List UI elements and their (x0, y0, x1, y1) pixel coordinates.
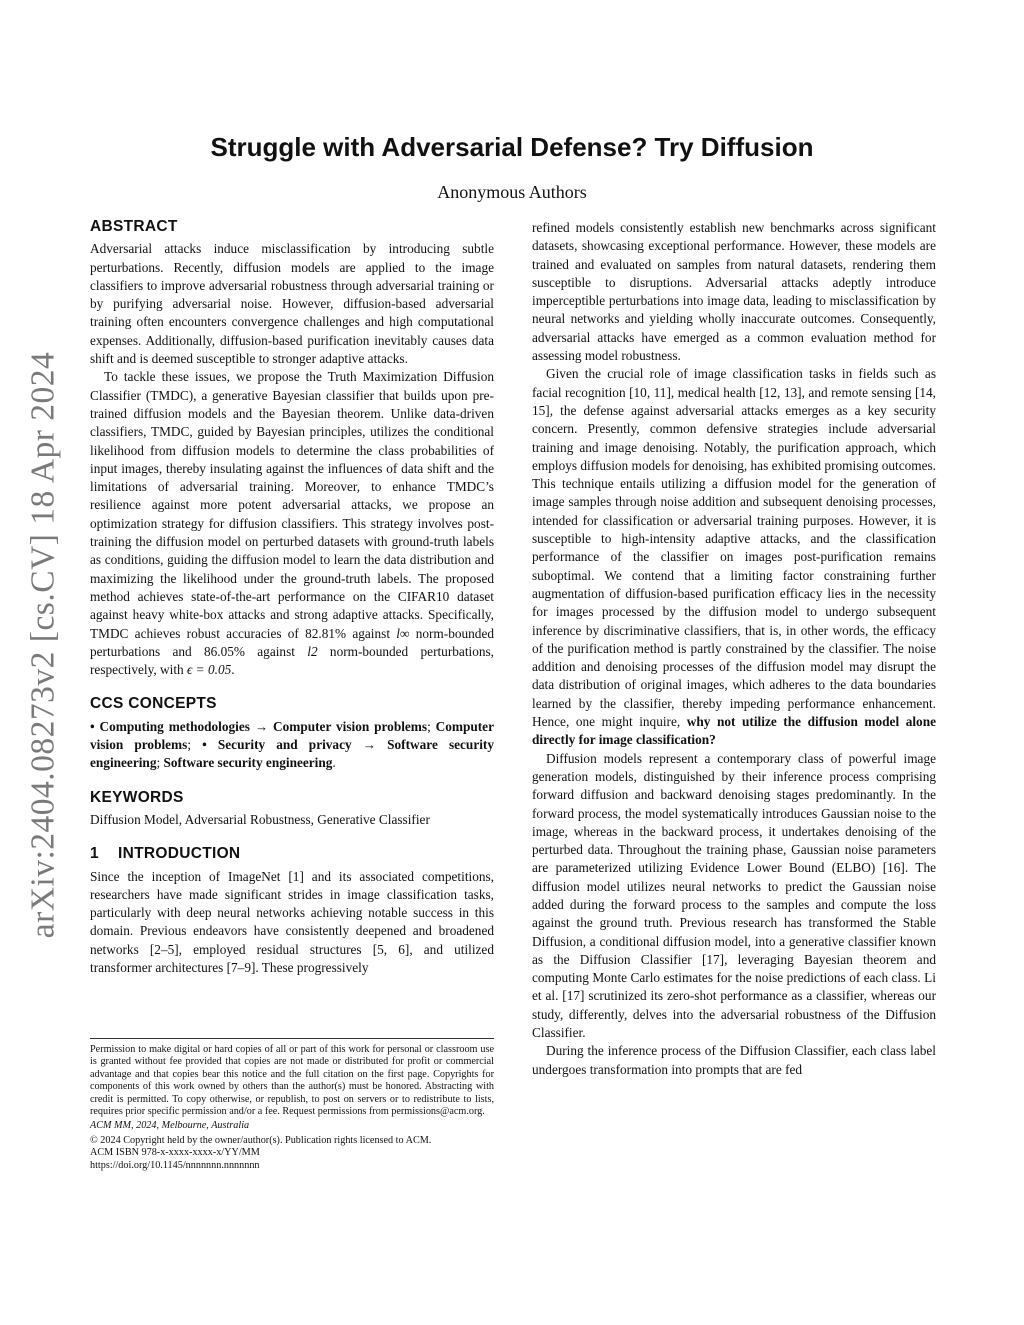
ccs-item: • Security and privacy → Software security engineering (90, 737, 495, 771)
introduction-paragraph-2: refined models consistently establish new benchmarks across significant datasets, showcasing exceptional performance. However, these models are trained and evaluated on samples from natural datasets, rendering them susceptible to disruptions. Adversarial attacks adeptly introduce imperceptible perturbations into image data, leading to misclassification by neural networks and yielding wholly inaccurate outcomes. Consequently, adversarial attacks have emerged as a common evaluation method for assessing model robustness. (532, 220, 936, 364)
paper-authors: Anonymous Authors (437, 182, 587, 202)
right-column (532, 219, 936, 1079)
abstract-section (90, 218, 494, 679)
section-title: INTRODUCTION (118, 845, 241, 863)
copyright-text: © 2024 Copyright held by the owner/author(s). Publication rights licensed to ACM. (90, 1134, 432, 1146)
permission-text: Permission to make digital or hard copies of all or part of this work for personal or classroom use is granted without fee provided that copies are not made or distributed for profit or commercial advantage and that copies bear this notice and the full citation on the first page. Copyrights for components of this work owned by others than the author(s) must be honored. Abstracting with credit is permitted. To copy otherwise, or republish, to post on servers or to redistribute to lists, requires prior specific permission and/or a fee. Request permissions from permissions@acm.org. (90, 1044, 494, 1118)
section-number: 1 (90, 845, 99, 863)
doi-link[interactable]: https://doi.org/10.1145/nnnnnnn.nnnnnnn (90, 1159, 260, 1171)
abstract-paragraph-1: Adversarial attacks induce misclassification by introducing subtle perturbations. Recently, diffusion models are applied to the image classifiers to improve adversarial robustness through adversarial training or by purifying adversarial noise. However, diffusion-based adversarial training often encounters convergence challenges and high computational expenses. Additionally, diffusion-based purification inevitably causes data shift and is deemed susceptible to stronger adaptive attacks. (90, 241, 494, 367)
left-column (90, 218, 494, 977)
ccs-separator: ; (187, 737, 203, 753)
abstract-heading: ABSTRACT (90, 218, 178, 235)
l2-symbol: l2 (307, 643, 318, 659)
ccs-separator: ; (156, 755, 164, 771)
ccs-separator: ; (427, 718, 436, 734)
introduction-paragraph-4: Diffusion models represent a contemporary class of powerful image generation models, distinguished by their inference process comprising forward diffusion and backward denoising stages predominantly. In the forward process, the model systematically introduces Gaussian noise to the image, whereas in the backward process, it undertakes denoising of the perturbed data. Throughout the training phase, Gaussian noise parameters are parameterized utilizing Evidence Lower Bound (ELBO) [16]. The diffusion model utilizes neural networks to predict the Gaussian noise added during the forward process to the samples and compute the loss against the ground truth. Previous research has transformed the Stable Diffusion, a conditional diffusion model, into a generative classifier known as the Diffusion Classifier [17], leveraging Bayesian theorem and computing Monte Carlo estimates for the noise predictions of each class. Li et al. [17] scrutinized its zero-shot performance as a classifier, whereas our study, differently, delves into the adversarial robustness of the Diffusion Classifier. (532, 750, 936, 1041)
isbn-text: ACM ISBN 978-x-xxxx-xxxx-x/YY/MM (90, 1147, 260, 1159)
abstract-paragraph-2 (90, 368, 494, 679)
abstract-text: norm-bounded perturbations, respectively, with (90, 643, 494, 678)
paper-title: Struggle with Adversarial Defense? Try Diffusion (210, 132, 814, 162)
introduction-paragraph-1: Since the inception of ImageNet [1] and its associated competitions, researchers have made significant strides in image classification tasks, particularly with deep neural networks achieving notable success in this domain. Previous endeavors have consistently deepened and broadened networks [2–5], employed residual structures [5, 6], and utilized transformer architectures [7–9]. These progressively (90, 868, 494, 975)
ccs-separator: . (332, 755, 336, 771)
epsilon-value: ϵ = 0.05 (187, 662, 232, 678)
ccs-heading: CCS CONCEPTS (90, 695, 217, 713)
arxiv-identifier: arXiv:2404.08273v2 [cs.CV] 18 Apr 2024 (24, 351, 61, 939)
ccs-section (90, 695, 494, 772)
ccs-concepts (90, 718, 494, 773)
arxiv-stamp (24, 350, 61, 940)
ccs-item: Computer vision problems (90, 718, 494, 753)
key-question: why not utilize the diffusion model alone directly for image classification? (532, 714, 936, 748)
venue-text: ACM MM, 2024, Melbourne, Australia (90, 1120, 250, 1132)
ccs-item: • Computing methodologies → Computer vision problems (90, 718, 428, 734)
abstract-text: . (231, 662, 235, 678)
permission-footnote (90, 1038, 494, 1172)
abstract-text: norm-bounded perturbations and 86.05% against (90, 625, 494, 659)
introduction-paragraph-5: During the inference process of the Diffusion Classifier, each class label undergoes transformation into prompts that are fed (532, 1043, 936, 1077)
keywords-heading: KEYWORDS (90, 788, 184, 806)
keywords-text: Diffusion Model, Adversarial Robustness, Generative Classifier (90, 811, 430, 827)
introduction-heading (90, 845, 494, 863)
keywords-section (90, 789, 494, 830)
introduction-section (90, 845, 494, 977)
ccs-item: Software security engineering (163, 755, 333, 771)
abstract-text: To tackle these issues, we propose the Truth Maximization Diffusion Classifier (TMDC), a generative Bayesian classifier that builds upon pre-trained diffusion models and the Bayesian theorem. Unlike data-driven classifiers, TMDC, guided by Bayesian principles, utilizes the conditional likelihood from diffusion models to determine the class probabilities of input images, thereby insulating against the influences of data shift and the limitations of adversarial training. Moreover, to enhance TMDC’s resilience against more potent adversarial attacks, we propose an optimization strategy for diffusion classifiers. This strategy involves post-training the diffusion model on perturbed datasets with ground-truth labels as conditions, guiding the diffusion model to learn the data distribution and maximizing the likelihood under the ground-truth labels. The proposed method achieves state-of-the-art performance on the CIFAR10 dataset against heavy white-box attacks and strong adaptive attacks. Specifically, TMDC achieves robust accuracies of 82.81% against (90, 369, 494, 641)
linf-symbol: l∞ (396, 625, 410, 641)
introduction-paragraph-3 (532, 365, 936, 749)
paragraph-text: Given the crucial role of image classification tasks in fields such as facial recognition [10, 11], medical health [12, 13], and remote sensing [14, 15], the defense against adversarial attacks emerges as a key security concern. Presently, common defensive strategies include adversarial training and image denoising. Notably, the purification approach, which employs diffusion models for denoising, has exhibited promising outcomes. This technique entails utilizing a diffusion model for the generation of image samples through noise addition and subsequent denoising processes, intended for classification or adversarial training purposes. However, it is susceptible to high-intensity adaptive attacks, and the classification performance of the classifier on images post-purification remains suboptimal. We contend that a limiting factor constraining further augmentation of diffusion-based purification efficacy lies in the necessity for images processed by the diffusion model to undergo subsequent inference by discriminative classifiers, that is, in other words, the efficacy of the purification method is partly constrained by the classifier. The noise addition and denoising processes of the diffusion model may disrupt the data distribution of original images, which adheres to the data boundaries learned by the classifier, thereby impeding performance enhancement. Hence, one might inquire, (532, 366, 936, 730)
